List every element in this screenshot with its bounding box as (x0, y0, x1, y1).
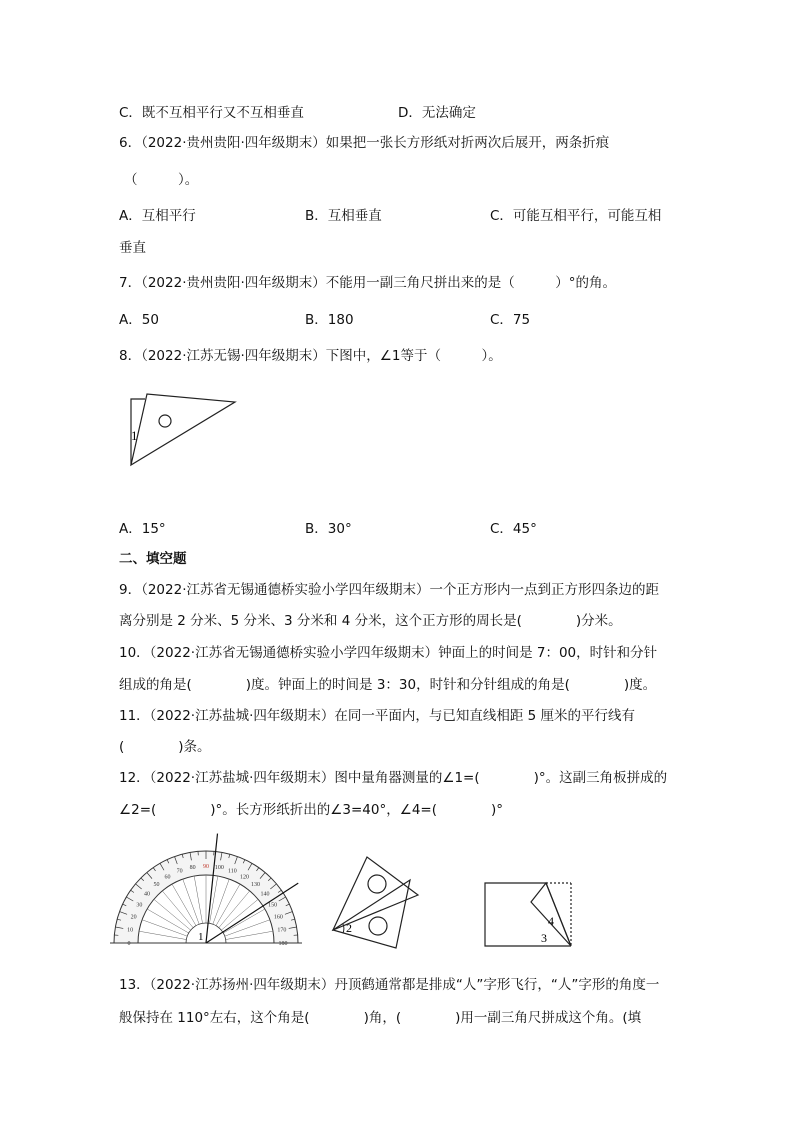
q9-line2: 离分别是 2 分米、5 分米、3 分米和 4 分米，这个正方形的周长是( )分米。 (119, 613, 622, 629)
q8-set-square-hole (159, 415, 171, 427)
q12-folded-rectangle-figure (480, 880, 580, 950)
protractor-label: 60 (164, 874, 171, 881)
protractor-guide-line (154, 899, 191, 930)
protractor-guide-line (219, 891, 250, 928)
protractor-label: 150 (268, 902, 278, 909)
protractor-label: 20 (130, 914, 137, 921)
protractor-label: 70 (176, 868, 183, 875)
protractor-guide-line (216, 884, 240, 926)
protractor-label: 160 (273, 914, 283, 921)
q12-angle1-label: 1 (198, 931, 204, 943)
protractor-guide-line (147, 909, 189, 933)
q6-option-b: B．互相垂直 (305, 208, 382, 224)
q5-option-c: C．既不互相平行又不互相垂直 (119, 105, 304, 121)
protractor-label: 40 (144, 891, 151, 898)
protractor-label: 110 (227, 868, 237, 875)
q6-stem-line2: （ ）。 (124, 172, 199, 188)
q12-angle4-label: 4 (548, 914, 554, 928)
q12-set-squares-figure (330, 855, 445, 950)
protractor-label: 90 (203, 864, 209, 870)
q7-option-c: C．75 (490, 312, 531, 328)
protractor-guide-line (162, 891, 193, 928)
section-title-fill-in: 二、填空题 (119, 551, 187, 567)
q6-stem-line1: 6．（2022·贵州贵阳·四年级期末）如果把一张长方形纸对折两次后展开，两条折痕 (119, 135, 610, 151)
protractor-guide-line (139, 931, 186, 939)
q8-option-c: C．45° (490, 521, 537, 537)
protractor-label: 120 (240, 874, 249, 881)
protractor-guide-line (225, 920, 270, 936)
protractor-label: 80 (189, 865, 196, 872)
q12-angle2-label: 2 (346, 921, 352, 935)
protractor-guide-line (172, 884, 196, 926)
q6-option-c: C．可能互相平行，可能互相 (490, 208, 662, 224)
q12-lower-hole (369, 917, 387, 935)
protractor-guide-line (194, 876, 202, 923)
protractor-label: 180 (278, 941, 288, 947)
protractor-label: 10 (127, 927, 134, 934)
q12-protractor-figure (118, 835, 298, 950)
protractor-label: 0 (127, 941, 131, 947)
q8-stem: 8．（2022·江苏无锡·四年级期末）下图中，∠1等于（ ）。 (119, 348, 502, 364)
protractor-guide-line (142, 920, 187, 936)
q10-line2: 组成的角是( )度。钟面上的时间是 3：30，时针和分针组成的角是( )度。 (119, 677, 657, 693)
q12-line1: 12．（2022·江苏盐城·四年级期末）图中量角器测量的∠1=( )°。这副三角板拼成的 (119, 770, 668, 786)
q12-protractor (110, 834, 302, 947)
protractor-guide-line (221, 899, 258, 930)
protractor-label: 30 (136, 902, 143, 909)
q13-line1: 13．（2022·江苏扬州·四年级期末）丹顶鹤通常都是排成“人”字形飞行，“人”字形的角度一 (119, 977, 660, 993)
q12-angle3-label: 3 (541, 931, 547, 945)
protractor-guide-line (226, 931, 273, 939)
q6-option-c-continued: 垂直 (119, 240, 146, 256)
q7-stem: 7．（2022·贵州贵阳·四年级期末）不能用一副三角尺拼出来的是（ ）°的角。 (119, 275, 617, 291)
q9-line1: 9．（2022·江苏省无锡通德桥实验小学四年级期末）一个正方形内一点到正方形四条边的距 (119, 582, 659, 598)
q8-option-a: A．15° (119, 521, 166, 537)
q8-angle-label: 1 (131, 428, 138, 443)
protractor-guide-line (223, 909, 265, 933)
q13-line2: 般保持在 110°左右，这个角是( )角，( )用一副三角尺拼成这个角。(填 (119, 1010, 642, 1026)
q6-option-a: A．互相平行 (119, 208, 196, 224)
q8-triangle-figure (125, 390, 240, 470)
q12-upper-hole (368, 875, 386, 893)
protractor-label: 130 (250, 882, 260, 889)
protractor-label: 100 (214, 865, 224, 872)
q12-upper-set-square (333, 857, 418, 930)
protractor-guide-line (183, 879, 199, 924)
q7-option-a: A．50 (119, 312, 159, 328)
protractor-label: 170 (277, 927, 287, 934)
q12-line2: ∠2=( )°。长方形纸折出的∠3=40°，∠4=( )° (119, 802, 504, 818)
q8-set-square (131, 394, 235, 465)
q11-line2: ( )条。 (119, 739, 211, 755)
q11-line1: 11．（2022·江苏盐城·四年级期末）在同一平面内，与已知直线相距 5 厘米的平行线有 (119, 708, 636, 724)
q5-option-d: D．无法确定 (398, 105, 476, 121)
q10-line1: 10．（2022·江苏省无锡通德桥实验小学四年级期末）钟面上的时间是 7：00，时针和分针 (119, 645, 658, 661)
protractor-label: 50 (153, 882, 160, 889)
protractor-label: 140 (260, 891, 270, 898)
q12-angle2-arc (343, 924, 344, 933)
q8-option-b: B．30° (305, 521, 352, 537)
q7-option-b: B．180 (305, 312, 354, 328)
protractor-guide-line (213, 879, 229, 924)
